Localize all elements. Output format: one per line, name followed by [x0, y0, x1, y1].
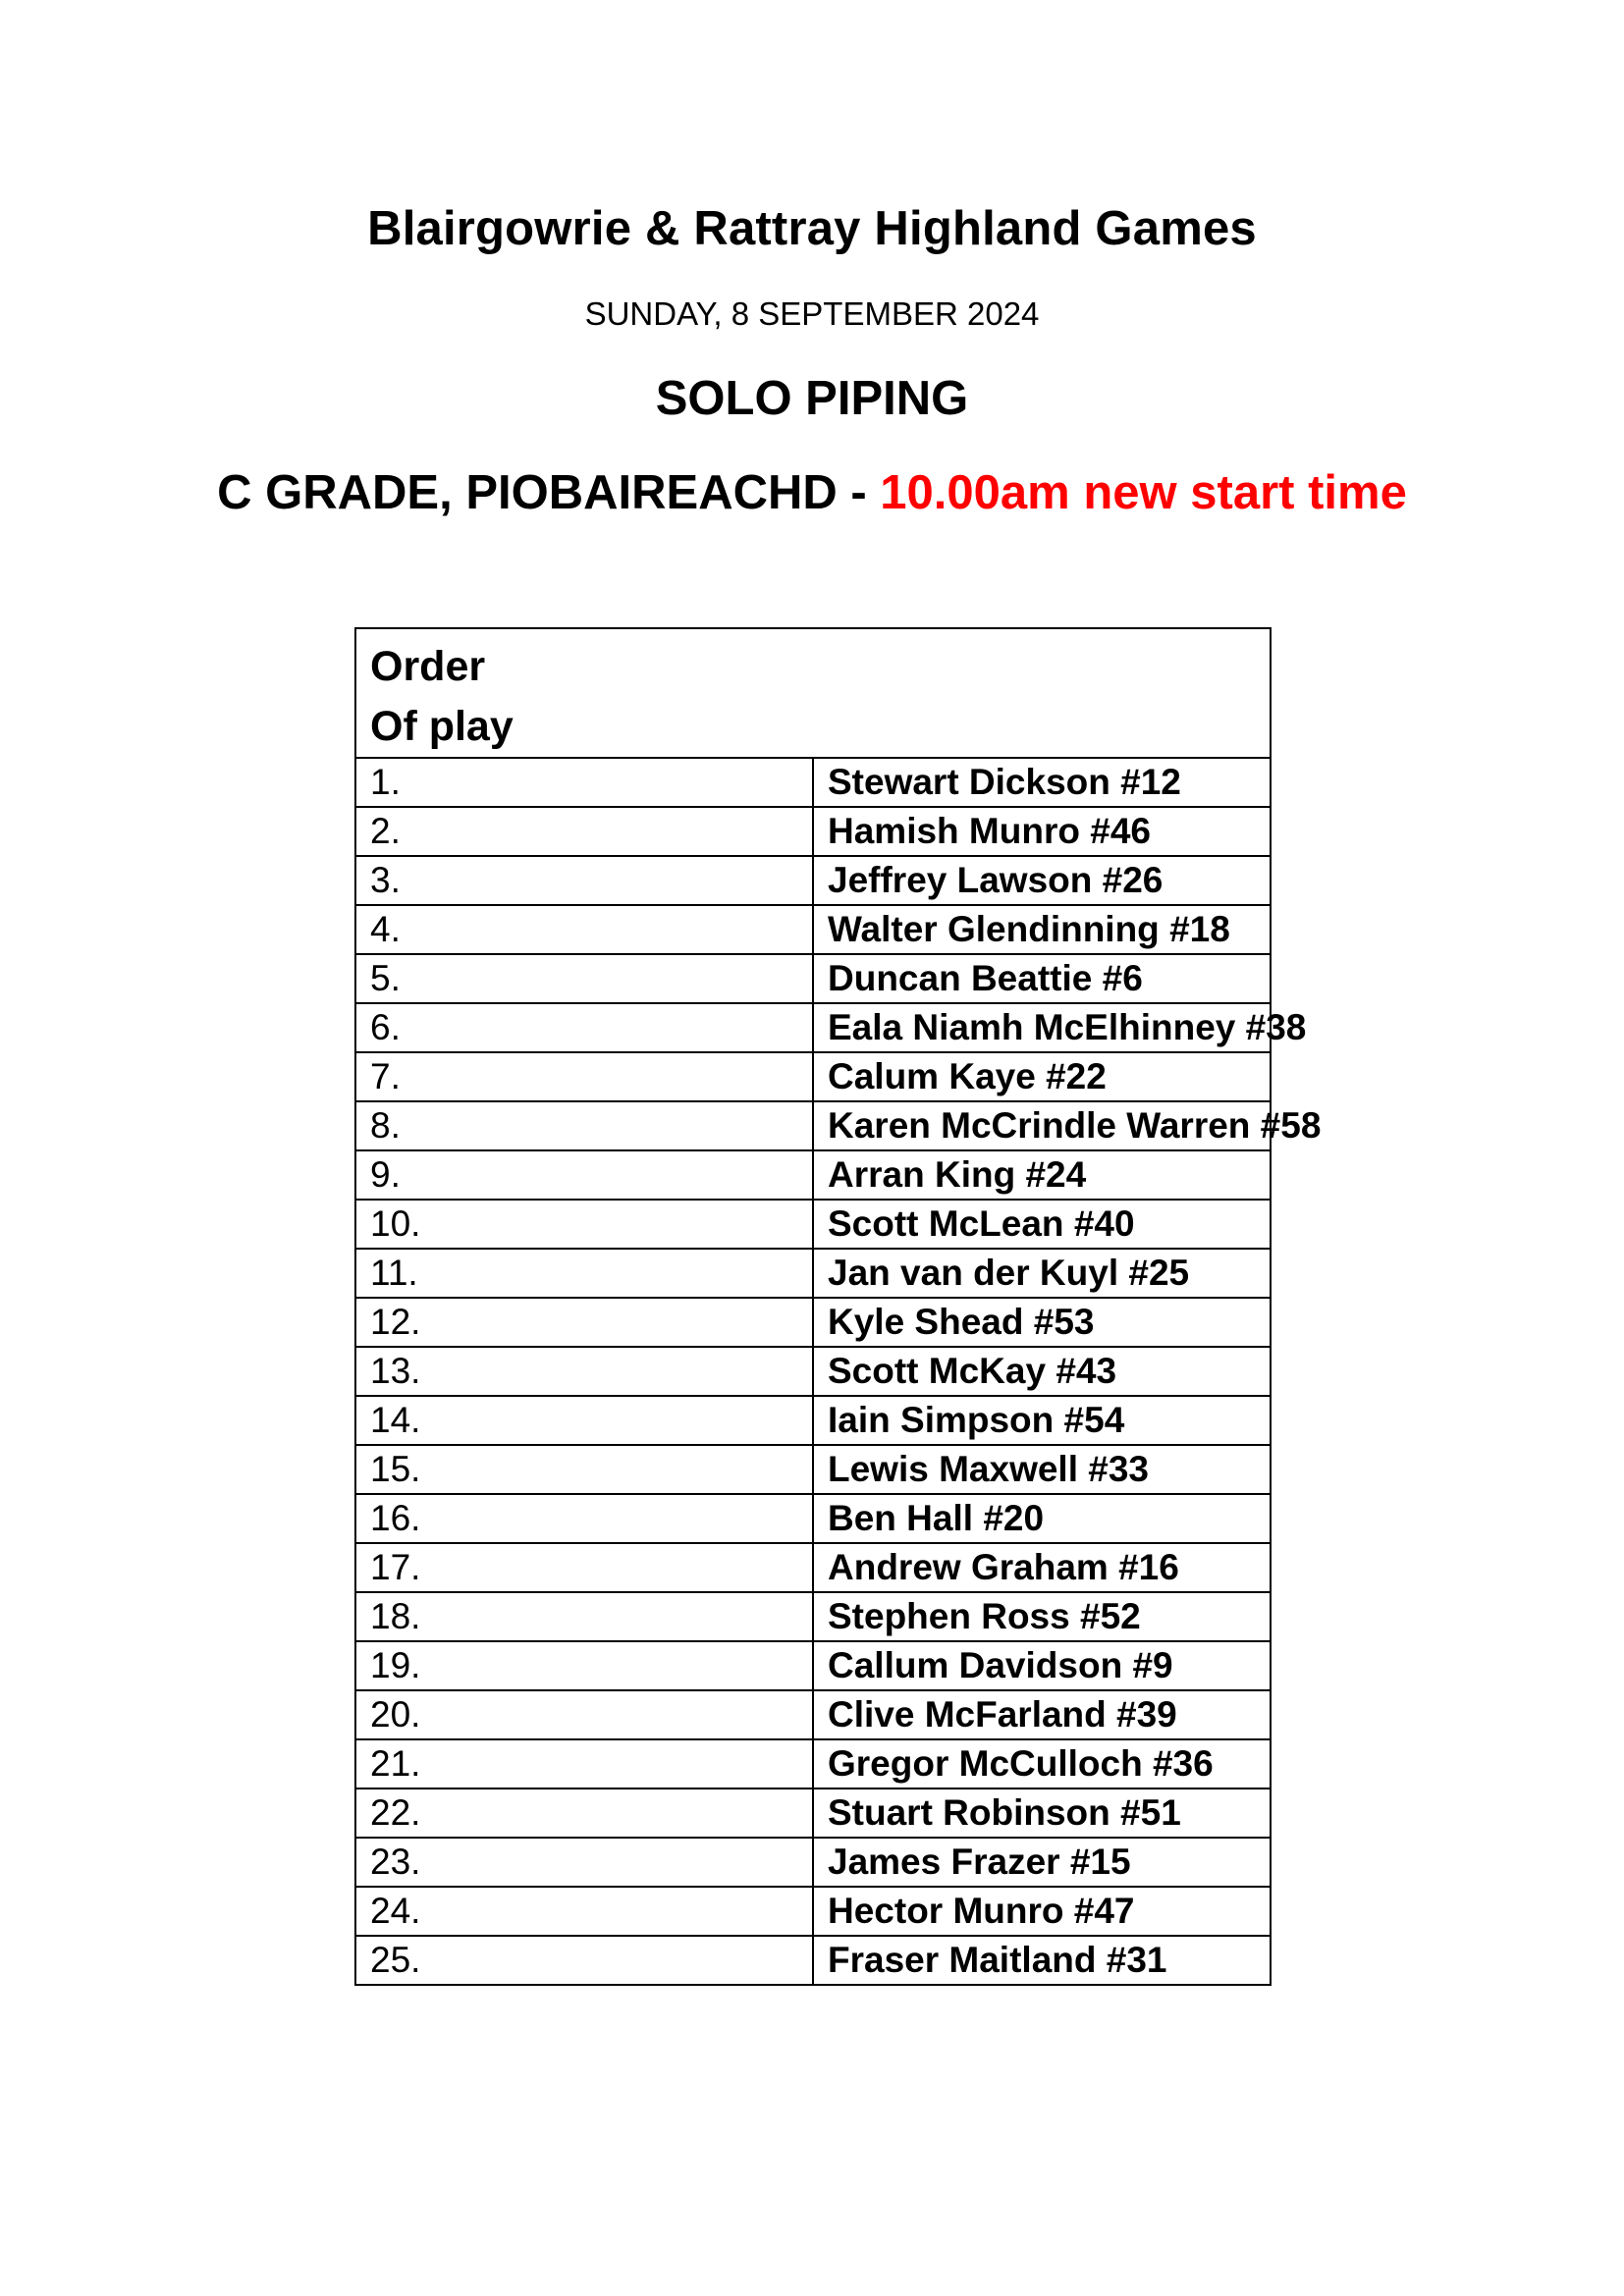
competitor-name: Arran King #24: [813, 1150, 1271, 1200]
order-number: 18.: [355, 1592, 813, 1641]
order-number: 10.: [355, 1200, 813, 1249]
table-row: [355, 954, 1271, 1003]
order-of-play-body: [355, 628, 1322, 1985]
table-row: [355, 1298, 1271, 1347]
competitor-name: Lewis Maxwell #33: [813, 1445, 1271, 1494]
competitor-name: Calum Kaye #22: [813, 1052, 1271, 1101]
table-row: [355, 1249, 1271, 1298]
competitor-name: Karen McCrindle Warren #58: [813, 1101, 1271, 1150]
order-number: 20.: [355, 1690, 813, 1739]
competitor-name: Walter Glendinning #18: [813, 905, 1271, 954]
table-header-cell: [355, 628, 1271, 758]
order-number: 12.: [355, 1298, 813, 1347]
order-number: 14.: [355, 1396, 813, 1445]
competitor-name: Jeffrey Lawson #26: [813, 856, 1271, 905]
competitor-name: Callum Davidson #9: [813, 1641, 1271, 1690]
competitor-name: Clive McFarland #39: [813, 1690, 1271, 1739]
competitor-name: Duncan Beattie #6: [813, 954, 1271, 1003]
competitor-name: Jan van der Kuyl #25: [813, 1249, 1271, 1298]
order-number: 7.: [355, 1052, 813, 1101]
table-row: [355, 905, 1271, 954]
competitor-name: Stuart Robinson #51: [813, 1789, 1271, 1838]
order-number: 21.: [355, 1739, 813, 1789]
order-number: 2.: [355, 807, 813, 856]
order-number: 16.: [355, 1494, 813, 1543]
competitor-name: Ben Hall #20: [813, 1494, 1271, 1543]
table-header-line-2: Of play: [370, 703, 514, 750]
competitor-name: James Frazer #15: [813, 1838, 1271, 1887]
order-number: 23.: [355, 1838, 813, 1887]
competitor-name: Hector Munro #47: [813, 1887, 1271, 1936]
table-row: [355, 1150, 1271, 1200]
competitor-name: Gregor McCulloch #36: [813, 1739, 1271, 1789]
order-number: 3.: [355, 856, 813, 905]
order-number: 25.: [355, 1936, 813, 1985]
order-number: 1.: [355, 758, 813, 807]
order-number: 19.: [355, 1641, 813, 1690]
competitor-name: Andrew Graham #16: [813, 1543, 1271, 1592]
order-number: 5.: [355, 954, 813, 1003]
table-header-row: [355, 628, 1271, 758]
competitor-name: Eala Niamh McElhinney #38: [813, 1003, 1271, 1052]
table-row: [355, 1347, 1271, 1396]
table-row: [355, 1592, 1271, 1641]
competitor-name: Scott McLean #40: [813, 1200, 1271, 1249]
table-row: [355, 856, 1271, 905]
order-number: 6.: [355, 1003, 813, 1052]
grade-heading: [0, 465, 1624, 520]
competitor-name: Hamish Munro #46: [813, 807, 1271, 856]
table-row: [355, 807, 1271, 856]
table-row: [355, 1887, 1271, 1936]
table-header-line-1: Order: [370, 643, 486, 690]
table-row: [355, 1936, 1271, 1985]
order-number: 17.: [355, 1543, 813, 1592]
table-row: [355, 1739, 1271, 1789]
competitor-name: Fraser Maitland #31: [813, 1936, 1271, 1985]
table-row: [355, 1101, 1271, 1150]
table-row: [355, 1838, 1271, 1887]
table-row: [355, 1789, 1271, 1838]
table-row: [355, 758, 1271, 807]
order-number: 11.: [355, 1249, 813, 1298]
order-number: 22.: [355, 1789, 813, 1838]
event-date: SUNDAY, 8 SEPTEMBER 2024: [584, 295, 1040, 332]
page-title: Blairgowrie & Rattray Highland Games: [367, 202, 1257, 255]
section-heading: SOLO PIPING: [655, 372, 969, 425]
competitor-name: Stephen Ross #52: [813, 1592, 1271, 1641]
table-row: [355, 1003, 1271, 1052]
competitor-name: Scott McKay #43: [813, 1347, 1271, 1396]
table-row: [355, 1396, 1271, 1445]
order-number: 13.: [355, 1347, 813, 1396]
grade-heading-main: C GRADE, PIOBAIREACHD -: [217, 466, 881, 519]
table-row: [355, 1494, 1271, 1543]
table-row: [355, 1641, 1271, 1690]
order-number: 4.: [355, 905, 813, 954]
table-row: [355, 1690, 1271, 1739]
start-time-notice: 10.00am new start time: [880, 466, 1407, 519]
order-number: 9.: [355, 1150, 813, 1200]
table-row: [355, 1543, 1271, 1592]
competitor-name: Iain Simpson #54: [813, 1396, 1271, 1445]
table-row: [355, 1052, 1271, 1101]
order-number: 24.: [355, 1887, 813, 1936]
competitor-name: Kyle Shead #53: [813, 1298, 1271, 1347]
order-number: 15.: [355, 1445, 813, 1494]
competitor-name: Stewart Dickson #12: [813, 758, 1271, 807]
order-of-play-table: [354, 627, 1322, 1986]
table-row: [355, 1445, 1271, 1494]
table-row: [355, 1200, 1271, 1249]
order-number: 8.: [355, 1101, 813, 1150]
